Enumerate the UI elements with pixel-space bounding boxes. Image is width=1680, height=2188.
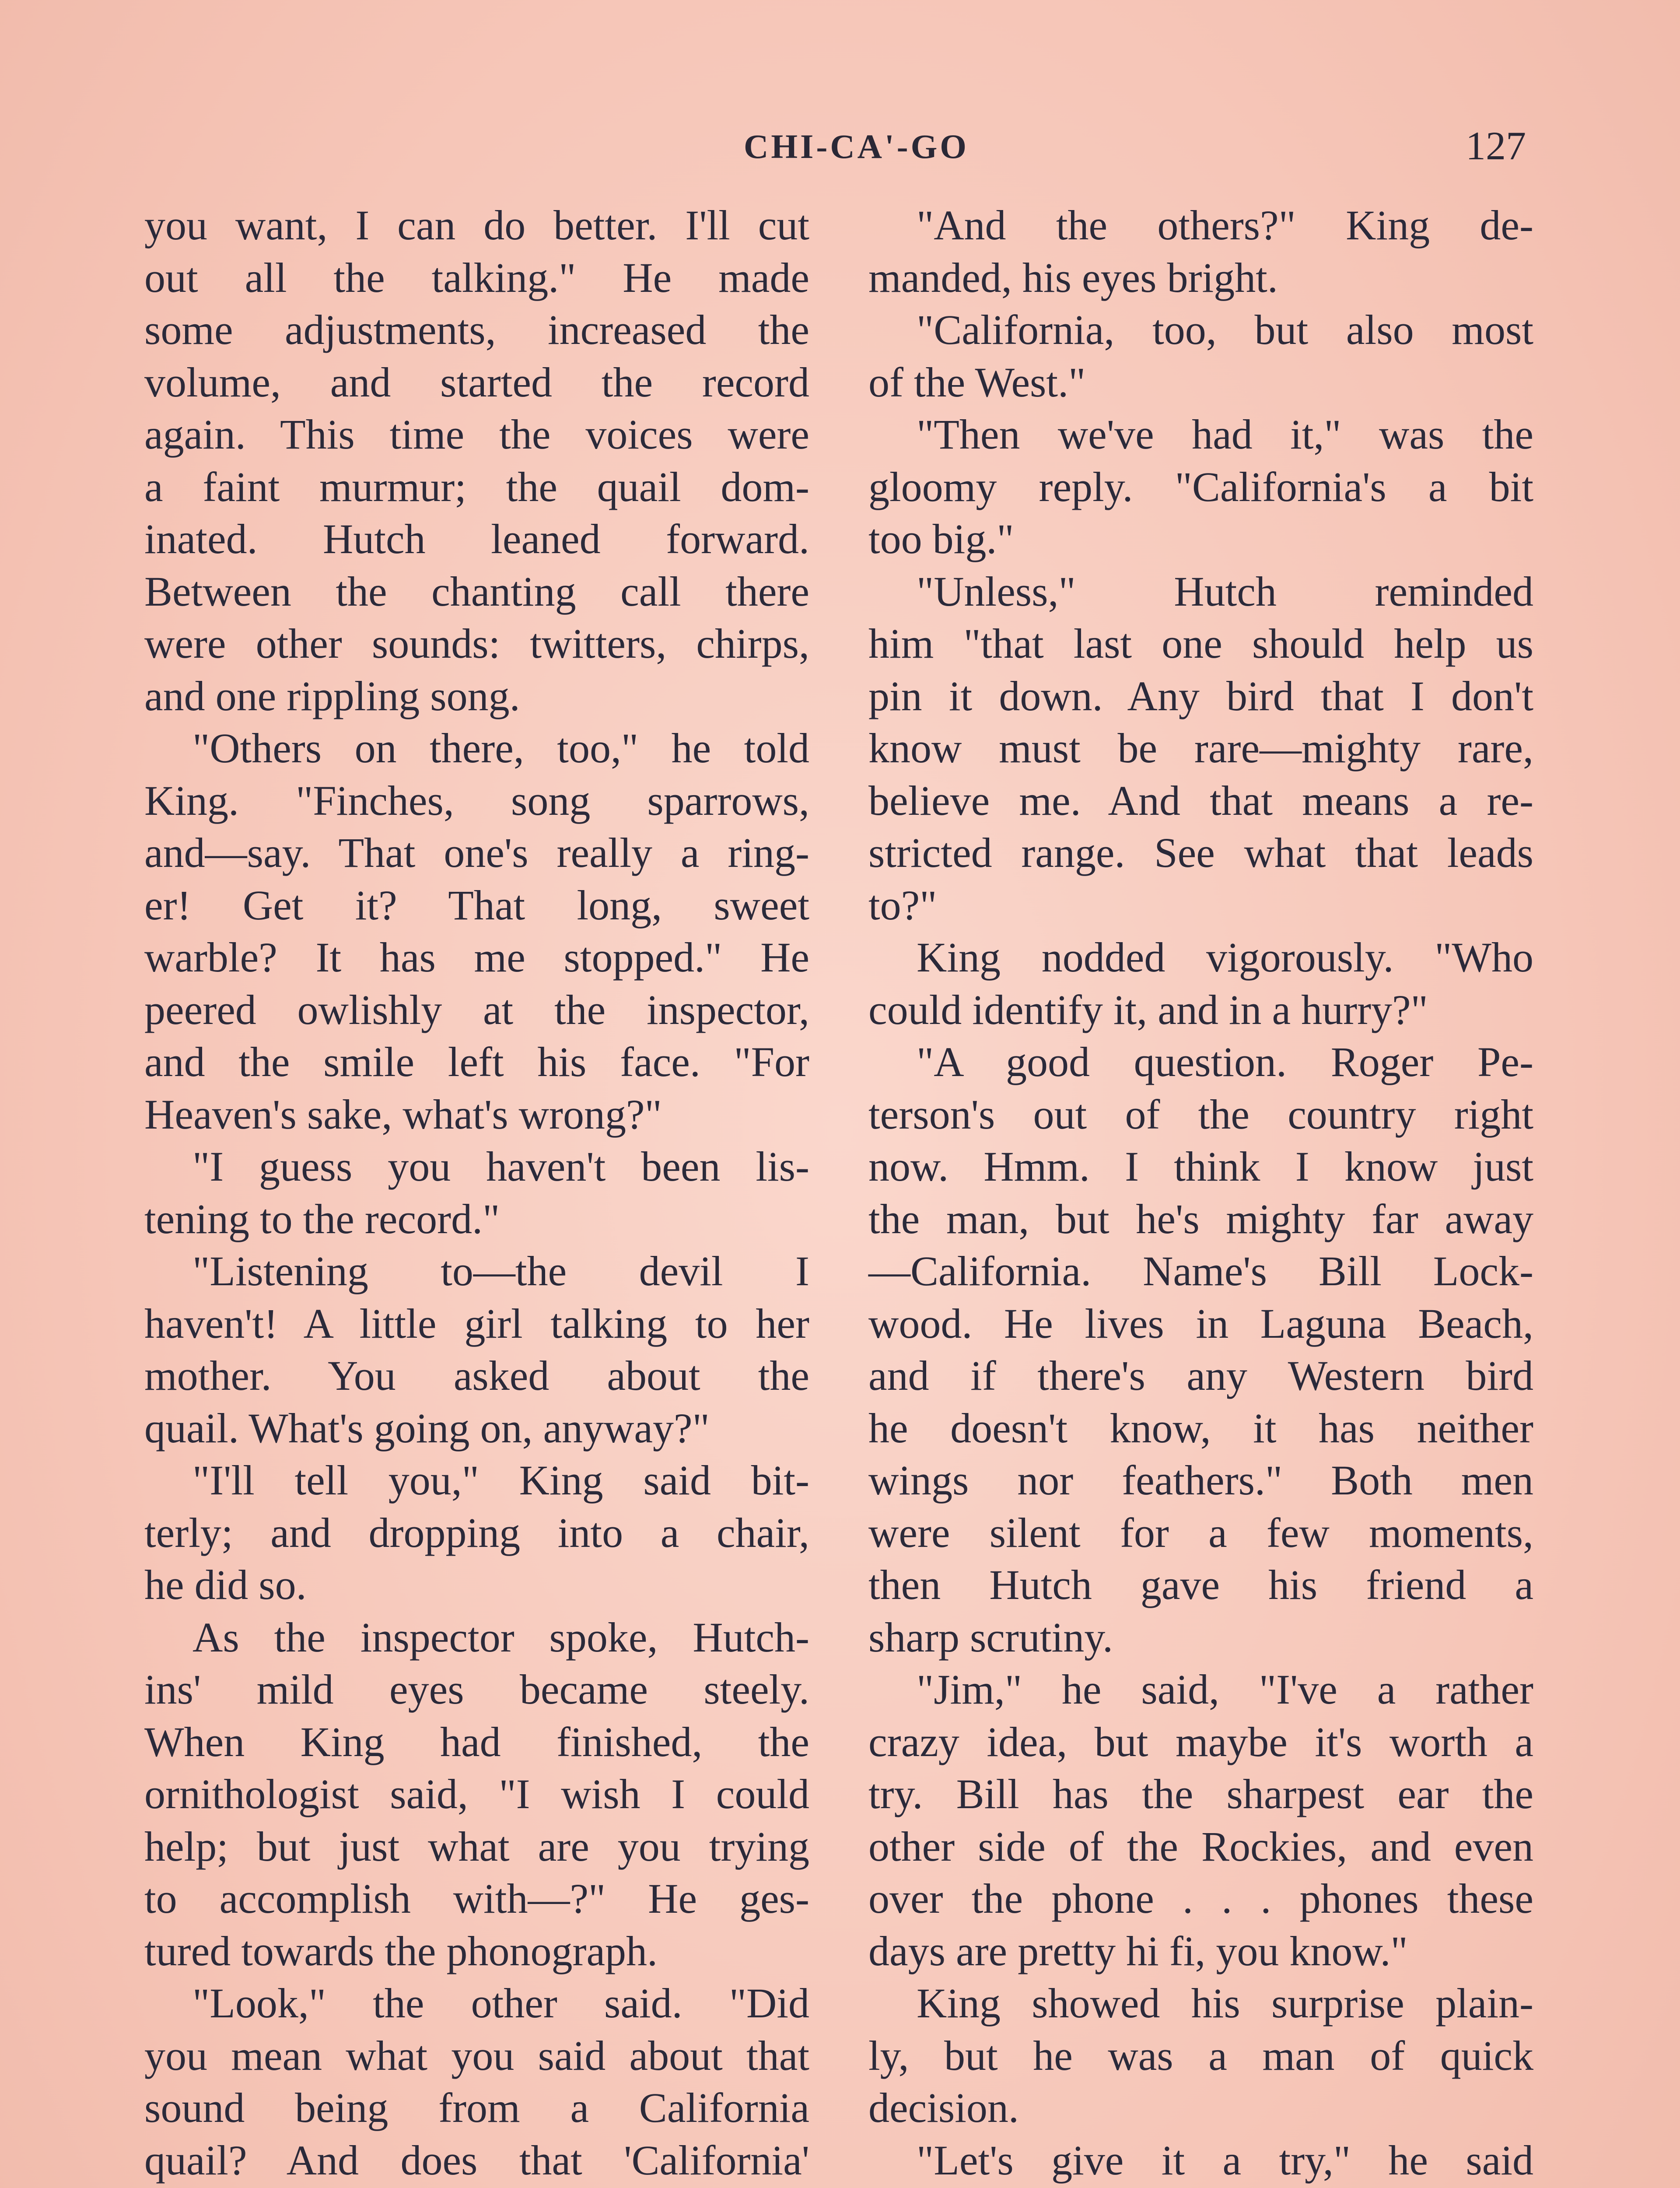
text-line: —California. Name's Bill Lock- [868,1248,1533,1294]
text-line: "Listening to—the devil I [192,1248,809,1294]
text-line: "California, too, but also most [917,306,1533,353]
text-line: tured towards the phonograph. [144,1927,658,1974]
text-line: were silent for a few moments, [868,1509,1533,1556]
text-line: now. Hmm. I think I know just [868,1143,1533,1190]
right-text-column [868,199,1533,2188]
text-line: quail? And does that 'California' [144,2136,809,2184]
text-line: "Then we've had it," was the [917,411,1533,458]
text-line: could identify it, and in a hurry?" [868,986,1428,1033]
text-line: days are pretty hi fi, you know." [868,1927,1408,1974]
text-line: peered owlishly at the inspector, [144,986,809,1033]
text-line: er! Get it? That long, sweet [144,881,809,929]
text-line: wood. He lives in Laguna Beach, [868,1300,1533,1347]
text-line: "Look," the other said. "Did [192,1980,809,2027]
text-line: help; but just what are you trying [144,1823,809,1870]
text-line: Between the chanting call there [144,568,809,615]
text-line: King nodded vigorously. "Who [917,934,1533,981]
text-line: sound being from a California [144,2084,809,2131]
text-line: "I'll tell you," King said bit- [192,1457,809,1504]
text-line: and the smile left his face. "For [144,1038,809,1085]
text-line: gloomy reply. "California's a bit [868,463,1533,510]
text-line: to accomplish with—?" He ges- [144,1875,809,1922]
text-line: inated. Hutch leaned forward. [144,515,809,562]
text-line: you want, I can do better. I'll cut [144,202,809,249]
text-line [868,2186,1533,2188]
text-line: manded, his eyes bright. [868,254,1278,301]
text-line: King showed his surprise plain- [917,1980,1533,2027]
text-line: When King had finished, the [144,1718,809,1765]
text-line: to?" [868,881,937,929]
text-line: "I guess you haven't been lis- [192,1143,809,1190]
text-line: believe me. And that means a re- [868,777,1533,824]
text-line: again. This time the voices were [144,411,809,458]
page-number: 127 [1466,123,1526,168]
text-line: stricted range. See what that leads [868,829,1533,876]
text-line: he doesn't know, it has neither [868,1404,1533,1452]
text-line: of the West." [868,358,1086,406]
text-line: the man, but he's mighty far away [868,1195,1533,1242]
text-line: a faint murmur; the quail dom- [144,463,809,510]
text-line: crazy idea, but maybe it's worth a [868,1718,1533,1765]
text-line: over the phone . . . phones these [868,1875,1533,1922]
text-line: quail. What's going on, anyway?" [144,1404,710,1452]
text-line: decision. [868,2084,1019,2131]
text-line: and—say. That one's really a ring- [144,829,809,876]
text-line: haven't! A little girl talking to her [144,1300,809,1347]
text-line: terson's out of the country right [868,1090,1533,1138]
text-line: "Jim," he said, "I've a rather [917,1666,1533,1713]
text-line: King. "Finches, song sparrows, [144,777,809,824]
text-line: volume, and started the record [144,358,809,406]
text-line: you mean what you said about that [144,2032,809,2079]
running-head: CHI-CA'-GO [744,127,969,165]
text-line: and if there's any Western bird [868,1352,1533,1399]
text-line: other side of the Rockies, and even [868,1823,1533,1870]
text-line: ly, but he was a man of quick [868,2032,1533,2079]
text-line: "Let's give it a try," he said [917,2136,1533,2184]
text-line: and one rippling song. [144,672,520,719]
text-line: "A good question. Roger Pe- [917,1038,1533,1085]
text-line: were other sounds: twitters, chirps, [144,620,809,667]
text-line: him "that last one should help us [868,620,1533,667]
text-line: ins' mild eyes became steely. [144,1666,809,1713]
text-line: sharp scrutiny. [868,1613,1113,1661]
text-line: try. Bill has the sharpest ear the [868,1771,1533,1817]
text-line: he did so. [144,1561,307,1608]
text-line: ornithologist said, "I wish I could [144,1771,809,1817]
text-line: wings nor feathers." Both men [868,1457,1533,1504]
text-line: tening to the record." [144,1195,500,1242]
text-line: terly; and dropping into a chair, [144,1509,809,1556]
text-line: "And the others?" King de- [917,202,1533,249]
text-line: some adjustments, increased the [144,306,809,353]
text-line: then Hutch gave his friend a [868,1561,1533,1608]
left-text-column [144,199,809,2188]
text-line: know must be rare—mighty rare, [868,725,1533,771]
text-line: As the inspector spoke, Hutch- [192,1613,809,1661]
text-line: warble? It has me stopped." He [144,934,809,981]
text-line: "Unless," Hutch reminded [917,568,1533,615]
text-line: out all the talking." He made [144,254,809,301]
text-line: pin it down. Any bird that I don't [868,672,1533,719]
text-line: mother. You asked about the [144,1352,809,1399]
text-line: Heaven's sake, what's wrong?" [144,1090,662,1138]
text-line: "Others on there, too," he told [192,725,809,771]
text-line [144,2186,809,2188]
text-line: too big." [868,515,1014,562]
